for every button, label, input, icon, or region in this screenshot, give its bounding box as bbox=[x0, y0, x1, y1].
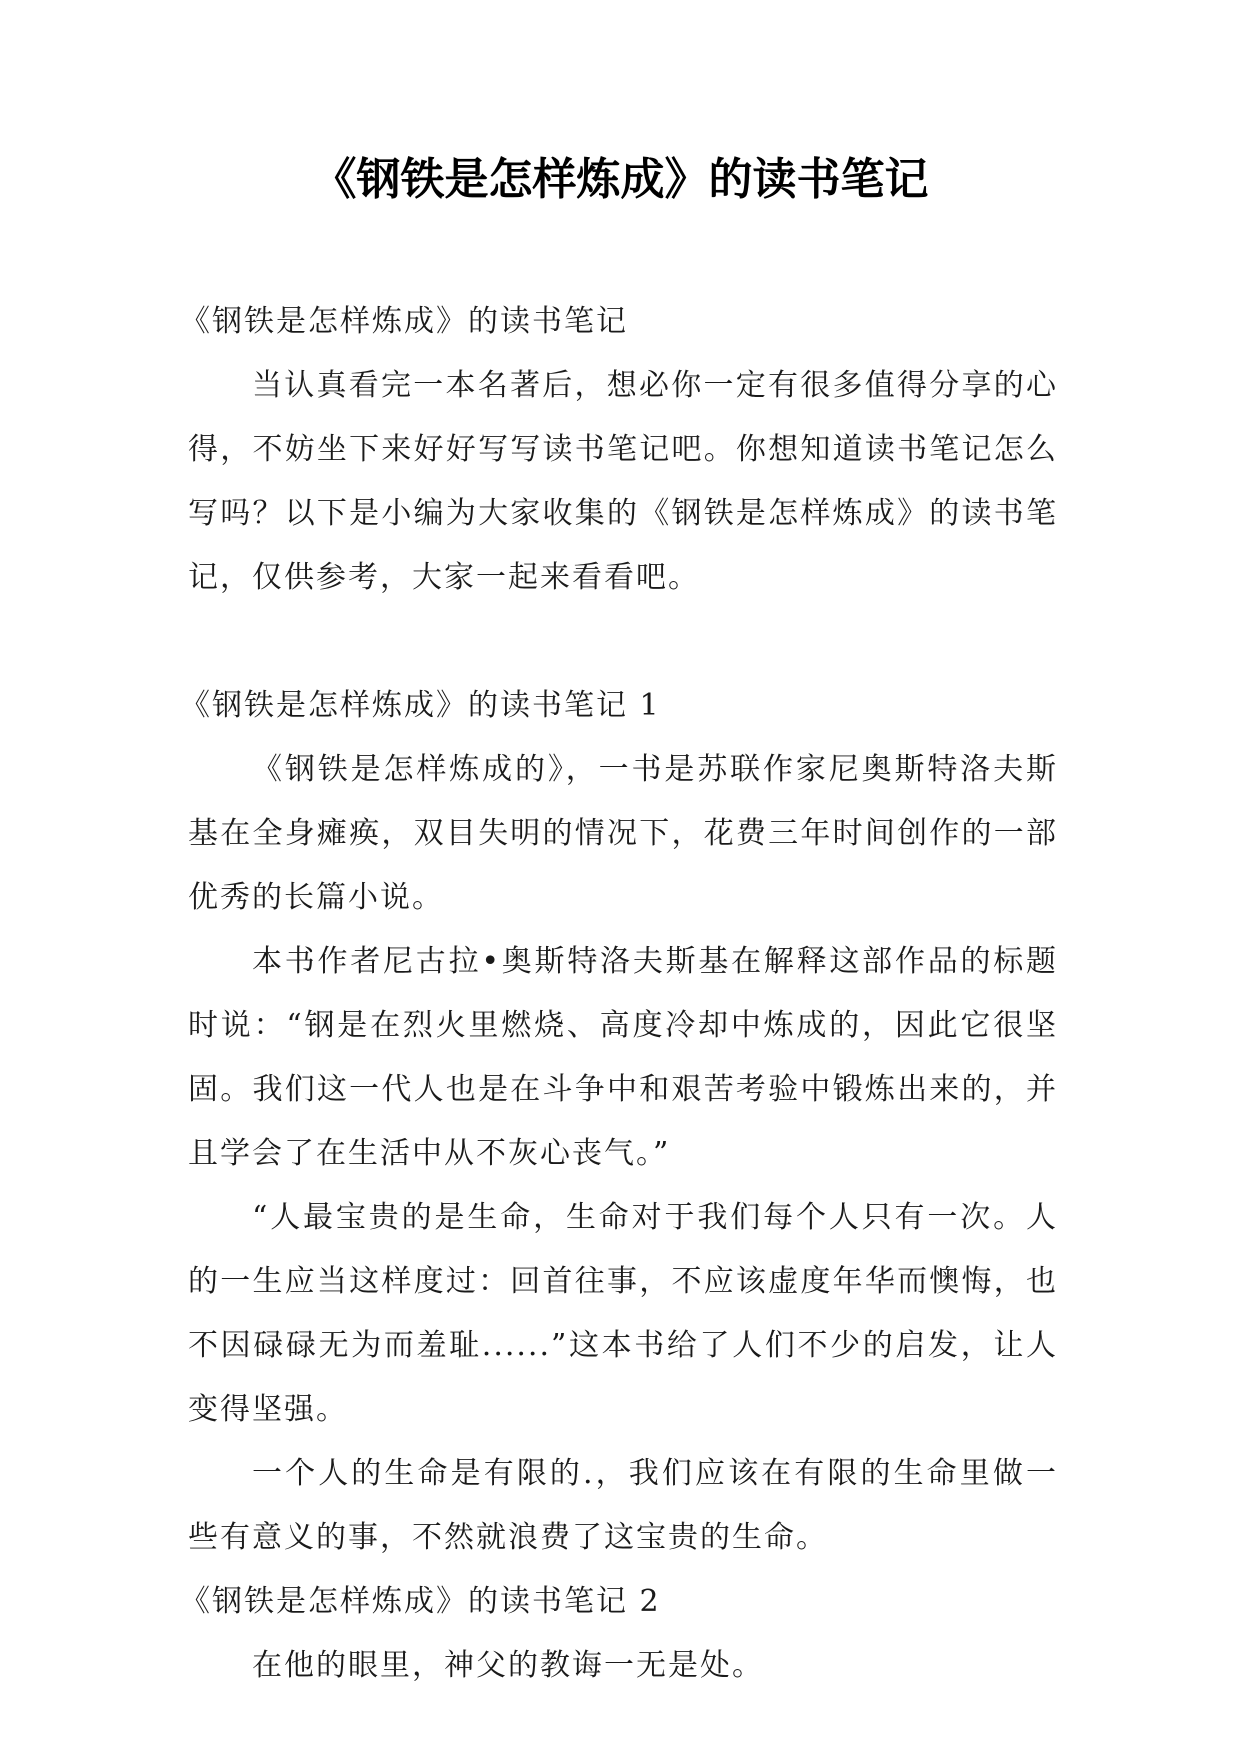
section-heading-intro: 《钢铁是怎样炼成》的读书笔记 bbox=[180, 304, 628, 339]
intro-paragraph: 当认真看完一本名著后，想必你一定有很多值得分享的心得，不妨坐下来好好写写读书笔记吧。你想知道读书笔记怎么写吗？以下是小编为大家收集的《钢铁是怎样炼成》的读书笔记，仅供参考，大家一起来看看吧。 bbox=[188, 368, 1058, 595]
document-body bbox=[180, 290, 1058, 1698]
note-1-paragraph-4: 一个人的生命是有限的.，我们应该在有限的生命里做一些有意义的事，不然就浪费了这宝贵的生命。 bbox=[188, 1456, 1058, 1555]
document-title: 《钢铁是怎样炼成》的读书笔记 bbox=[312, 154, 929, 205]
note-1-paragraph-3: “人最宝贵的是生命，生命对于我们每个人只有一次。人的一生应当这样度过：回首往事，不应该虚度年华而懊悔，也不因碌碌无为而羞耻......”这本书给了人们不少的启发，让人变得坚强。 bbox=[188, 1200, 1058, 1427]
paragraph-spacer bbox=[188, 610, 1058, 674]
section-heading-2: 《钢铁是怎样炼成》的读书笔记 2 bbox=[180, 1584, 661, 1619]
note-1-paragraph-2: 本书作者尼古拉•奥斯特洛夫斯基在解释这部作品的标题时说：“钢是在烈火里燃烧、高度冷却中炼成的，因此它很坚固。我们这一代人也是在斗争中和艰苦考验中锻炼出来的，并且学会了在生活中从不灰心丧气。” bbox=[188, 944, 1058, 1171]
note-1-paragraph-1: 《钢铁是怎样炼成的》，一书是苏联作家尼奥斯特洛夫斯基在全身瘫痪，双目失明的情况下，花费三年时间创作的一部优秀的长篇小说。 bbox=[188, 752, 1058, 915]
note-2-paragraph-1: 在他的眼里，神父的教诲一无是处。 bbox=[252, 1648, 764, 1683]
section-heading-1: 《钢铁是怎样炼成》的读书笔记 1 bbox=[180, 688, 661, 723]
